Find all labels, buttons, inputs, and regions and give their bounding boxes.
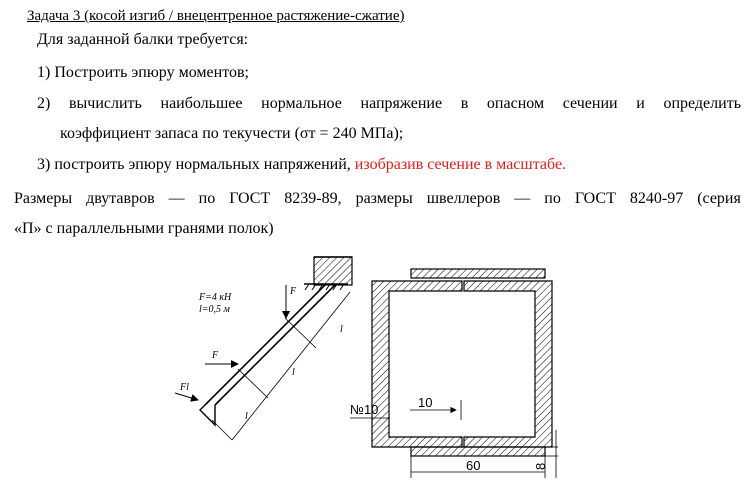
word: определить xyxy=(663,95,741,112)
word: наибольшее xyxy=(160,95,243,112)
word: по xyxy=(198,190,216,207)
item3-highlight: изобразив сечение в масштабе xyxy=(354,156,563,173)
task-item-2-continued: коэффициент запаса по текучести (σт = 240 МПа); xyxy=(60,125,404,142)
dim-60-label: 60 xyxy=(466,458,481,473)
word: 2) xyxy=(37,95,51,112)
word: двутавров xyxy=(86,190,155,207)
word: (серия xyxy=(697,190,741,207)
bottom-plate xyxy=(411,447,545,456)
label-l-2: l xyxy=(292,367,295,378)
beam-scheme xyxy=(175,257,352,440)
word: напряжение xyxy=(360,95,443,112)
word: 8239-89, xyxy=(284,190,342,207)
label-fl: Fl xyxy=(180,382,189,393)
word: — xyxy=(168,190,185,207)
word: Размеры xyxy=(14,190,73,207)
item3-end: . xyxy=(562,156,567,173)
word: швеллеров xyxy=(426,190,501,207)
wall-block xyxy=(314,257,352,285)
task-title: Задача 3 (косой изгиб / внецентренное растяжение-сжатие) xyxy=(27,8,405,24)
word: ГОСТ xyxy=(229,190,271,207)
task-intro: Для заданной балки требуется: xyxy=(37,31,249,48)
left-channel xyxy=(372,281,462,447)
cross-section xyxy=(372,269,552,456)
length-value: l=0,5 м xyxy=(199,304,230,315)
load-value: F=4 кН xyxy=(199,292,232,303)
label-f-top: F xyxy=(290,286,297,297)
word: в xyxy=(460,95,469,112)
label-l-1: l xyxy=(340,324,343,335)
word: — xyxy=(514,190,531,207)
dimension-line xyxy=(232,292,350,440)
dim-8-label: 8 xyxy=(533,462,548,470)
word: нормальное xyxy=(261,95,342,112)
sizes-note-continued: «П» с параллельными гранями полок) xyxy=(14,220,274,237)
task-item-1: 1) Построить эпюру моментов; xyxy=(37,64,249,81)
channel-number: №10 xyxy=(350,402,379,417)
right-channel xyxy=(464,281,552,447)
dim-10-label: 10 xyxy=(418,395,433,410)
word: размеры xyxy=(355,190,413,207)
word: опасном xyxy=(486,95,545,112)
item3-text: 3) построить эпюру нормальных напряжений, xyxy=(37,156,355,173)
moment-fl-arrow xyxy=(175,393,198,400)
word: 8240-97 xyxy=(629,190,684,207)
top-plate xyxy=(411,269,545,278)
label-l-3: l xyxy=(245,411,248,422)
word: ГОСТ xyxy=(574,190,616,207)
word: вычислить xyxy=(68,95,142,112)
word: сечении xyxy=(562,95,618,112)
label-f-mid: F xyxy=(212,350,219,361)
word: по xyxy=(544,190,561,207)
word: и xyxy=(636,95,645,112)
